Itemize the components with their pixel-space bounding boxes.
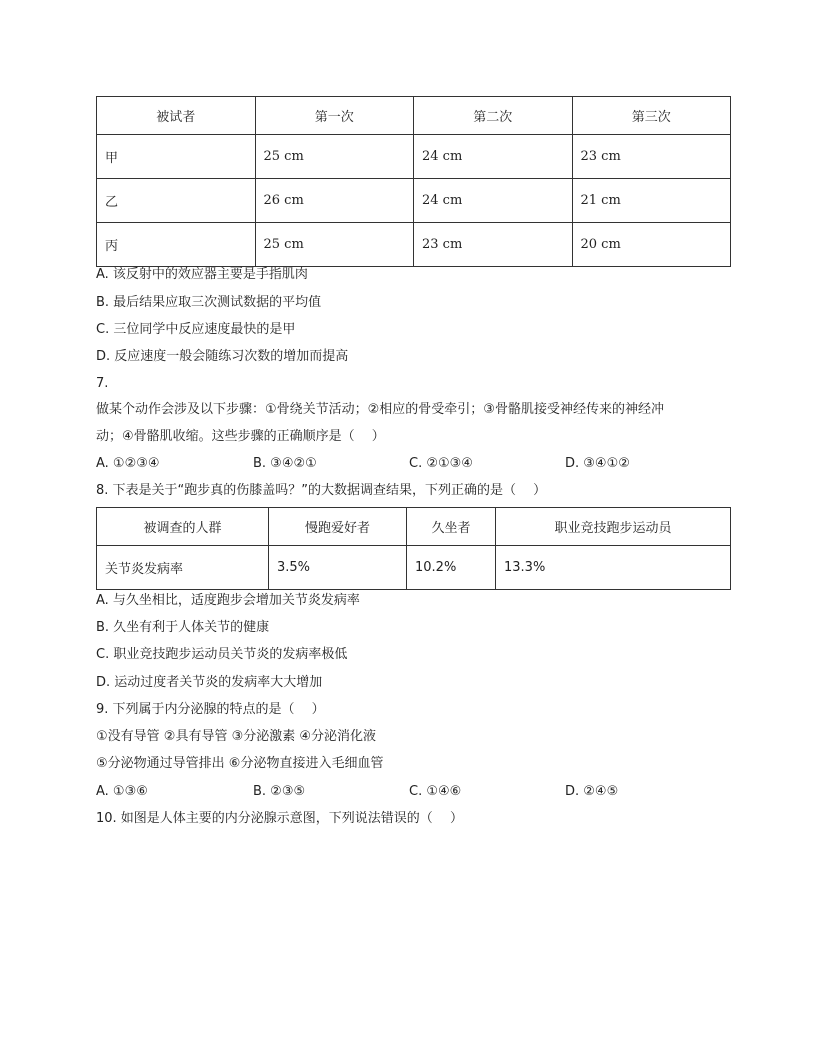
table-cell: 21 cm	[572, 179, 731, 223]
q8-option-d: D. 运动过度者关节炎的发病率大大增加	[96, 675, 323, 690]
q7-option-b: B. ③④②①	[253, 456, 317, 471]
table-cell: 乙	[97, 179, 256, 223]
column-header: 第三次	[572, 97, 731, 135]
q8-option-c: C. 职业竞技跑步运动员关节炎的发病率极低	[96, 647, 348, 662]
q8-option-a: A. 与久坐相比，适度跑步会增加关节炎发病率	[96, 593, 360, 608]
table-cell: 甲	[97, 135, 256, 179]
table-cell: 24 cm	[414, 135, 573, 179]
table-cell: 10.2%	[407, 546, 496, 590]
q7-option-d: D. ③④①②	[565, 456, 630, 471]
table-cell: 25 cm	[255, 135, 414, 179]
table-cell: 23 cm	[572, 135, 731, 179]
table-cell: 23 cm	[414, 223, 573, 267]
column-header: 第二次	[414, 97, 573, 135]
column-header: 被试者	[97, 97, 256, 135]
q7-number: 7.	[96, 376, 109, 391]
table-row	[97, 546, 731, 590]
q7-stem-line2: 动；④骨骼肌收缩。这些步骤的正确顺序是（ ）	[96, 429, 385, 444]
q6-option-c: C. 三位同学中反应速度最快的是甲	[96, 322, 296, 337]
table-header-row	[97, 508, 731, 546]
q7-option-a: A. ①②③④	[96, 456, 160, 471]
table-row	[97, 223, 731, 267]
q6-option-d: D. 反应速度一般会随练习次数的增加而提高	[96, 349, 349, 364]
column-header: 职业竞技跑步运动员	[496, 508, 731, 546]
table-cell: 20 cm	[572, 223, 731, 267]
table-cell: 24 cm	[414, 179, 573, 223]
column-header: 慢跑爱好者	[269, 508, 407, 546]
q7-stem-line1: 做某个动作会涉及以下步骤：①骨绕关节活动；②相应的骨受牵引；③骨骼肌接受神经传来的神经冲	[96, 402, 664, 417]
column-header: 被调查的人群	[97, 508, 269, 546]
table-cell: 关节炎发病率	[97, 546, 269, 590]
column-header: 第一次	[255, 97, 414, 135]
table-cell: 25 cm	[255, 223, 414, 267]
q9-option-a: A. ①③⑥	[96, 784, 148, 799]
q6-option-b: B. 最后结果应取三次测试数据的平均值	[96, 295, 322, 310]
q9-statements-line1: ①没有导管 ②具有导管 ③分泌激素 ④分泌消化液	[96, 729, 377, 744]
q9-option-c: C. ①④⑥	[409, 784, 462, 799]
table-cell: 丙	[97, 223, 256, 267]
q8-option-b: B. 久坐有利于人体关节的健康	[96, 620, 270, 635]
table-cell: 13.3%	[496, 546, 731, 590]
table-header-row	[97, 97, 731, 135]
arthritis-survey-table	[96, 507, 731, 590]
table-cell: 3.5%	[269, 546, 407, 590]
q7-option-c: C. ②①③④	[409, 456, 473, 471]
q9-stem: 9. 下列属于内分泌腺的特点的是（ ）	[96, 702, 325, 717]
q10-stem: 10. 如图是人体主要的内分泌腺示意图，下列说法错误的（ ）	[96, 811, 463, 826]
table-row	[97, 179, 731, 223]
table-cell: 26 cm	[255, 179, 414, 223]
q9-option-d: D. ②④⑤	[565, 784, 619, 799]
q6-option-a: A. 该反射中的效应器主要是手指肌肉	[96, 267, 308, 282]
reaction-test-table	[96, 96, 731, 267]
q9-statements-line2: ⑤分泌物通过导管排出 ⑥分泌物直接进入毛细血管	[96, 756, 384, 771]
q8-stem: 8. 下表是关于“跑步真的伤膝盖吗？”的大数据调查结果，下列正确的是（ ）	[96, 483, 547, 498]
column-header: 久坐者	[407, 508, 496, 546]
q9-option-b: B. ②③⑤	[253, 784, 306, 799]
table-row	[97, 135, 731, 179]
